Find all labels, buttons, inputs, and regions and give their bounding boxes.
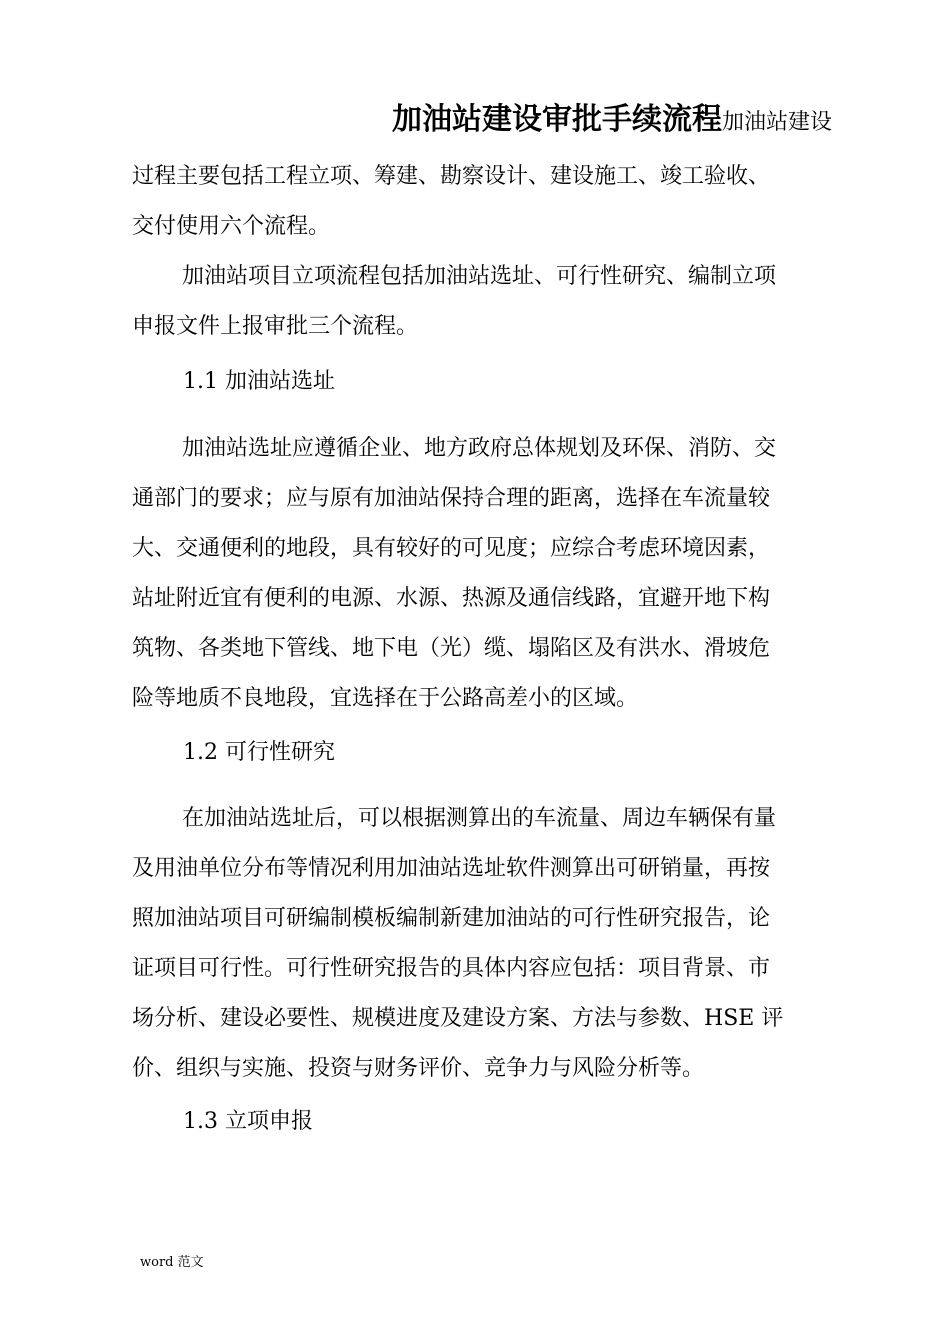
heading-1-2: 1.2 可行性研究 bbox=[183, 740, 335, 765]
section-heading bbox=[183, 357, 873, 407]
paragraph-site-selection bbox=[132, 424, 822, 724]
text-line: 加油站选址应遵循企业、地方政府总体规划及环保、消防、交 bbox=[182, 436, 777, 461]
page-footer: word 范文 bbox=[140, 1255, 204, 1270]
text-line: 过程主要包括工程立项、筹建、勘察设计、建设施工、竣工验收、 bbox=[132, 164, 771, 189]
text-line: 场分析、建设必要性、规模进度及建设方案、方法与参数、HSE 评 bbox=[132, 1006, 784, 1031]
intro-paragraph bbox=[132, 152, 822, 252]
text-line: 交付使用六个流程。 bbox=[132, 214, 331, 239]
section-heading bbox=[183, 1097, 873, 1147]
intro-text-start: 加油站建设 bbox=[721, 110, 832, 135]
heading-1-3: 1.3 立项申报 bbox=[183, 1109, 313, 1134]
paragraph-project-approval bbox=[132, 252, 822, 352]
text-line: 在加油站选址后，可以根据测算出的车流量、周边车辆保有量 bbox=[182, 806, 777, 831]
text-line: 照加油站项目可研编制模板编制新建加油站的可行性研究报告，论 bbox=[132, 906, 771, 931]
text-line: 站址附近宜有便利的电源、水源、热源及通信线路，宜避开地下构 bbox=[132, 586, 771, 611]
text-line: 大、交通便利的地段，具有较好的可见度；应综合考虑环境因素， bbox=[132, 536, 771, 561]
text-line: 证项目可行性。可行性研究报告的具体内容应包括：项目背景、市 bbox=[132, 956, 771, 981]
text-line: 加油站项目立项流程包括加油站选址、可行性研究、编制立项 bbox=[182, 264, 777, 289]
text-line: 险等地质不良地段，宜选择在于公路高差小的区域。 bbox=[132, 686, 639, 711]
section-heading bbox=[183, 728, 873, 778]
text-line: 价、组织与实施、投资与财务评价、竞争力与风险分析等。 bbox=[132, 1056, 705, 1081]
text-line: 筑物、各类地下管线、地下电（光）缆、塌陷区及有洪水、滑坡危 bbox=[132, 636, 771, 661]
document-title: 加油站建设审批手续流程 bbox=[391, 102, 722, 137]
paragraph-feasibility bbox=[132, 794, 822, 1094]
heading-1-1: 1.1 加油站选址 bbox=[183, 369, 335, 394]
text-line: 及用油单位分布等情况利用加油站选址软件测算出可研销量，再按 bbox=[132, 856, 771, 881]
text-line: 申报文件上报审批三个流程。 bbox=[132, 314, 419, 339]
title-line bbox=[132, 92, 832, 151]
text-line: 通部门的要求；应与原有加油站保持合理的距离，选择在车流量较 bbox=[132, 486, 771, 511]
